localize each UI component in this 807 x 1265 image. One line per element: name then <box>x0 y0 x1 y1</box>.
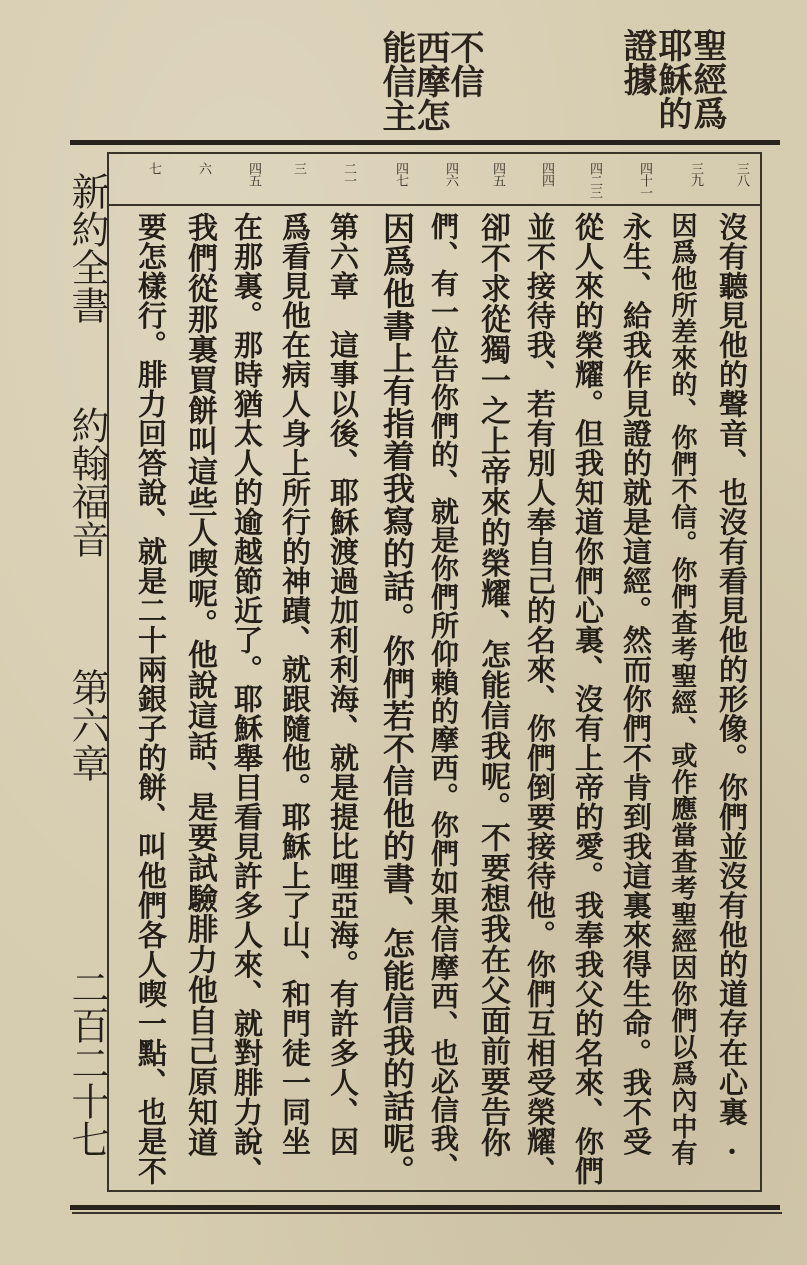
bottom-rule <box>72 1212 782 1214</box>
verse-number: 四四 <box>539 162 554 186</box>
text-column: 從人來的榮耀。但我知道你們心裏、沒有上帝的愛。我奉我父的名來、你們 <box>571 212 605 1186</box>
text-column: 要怎樣行。腓力回答說、就是二十兩銀子的餅、叫他們各人喫一點、也是不 <box>134 212 168 1186</box>
verse-number: 四二三 <box>587 162 602 198</box>
text-column: 因爲他所差來的、你們不信。你們查考聖經、或作應當查考聖經因你們以爲內中有 <box>667 212 697 1166</box>
verse-number: 七 <box>146 162 161 174</box>
text-column: 在那裏。那時猶太人的逾越節近了。耶穌舉目看見許多人來、就對腓力說、 <box>230 212 264 1186</box>
verse-number: 三八 <box>734 162 749 186</box>
text-column: 因爲他書上有指着我寫的話。你們若不信他的書、怎能信我的話呢。 <box>378 212 416 1187</box>
margin-heading-4: 不信 <box>444 30 484 98</box>
margin-heading-6: 能信主 <box>376 30 416 132</box>
text-column: 們、有一位告你們的、就是你們所仰賴的摩西。你們如果信摩西、也必信我、 <box>427 212 460 1181</box>
verse-number: 三 <box>291 162 306 174</box>
verse-number: 四七 <box>393 162 408 186</box>
verse-number: 二一 <box>341 162 356 186</box>
text-column: 我們從那裏買餅叫這些人喫呢。他說這話、是要試驗腓力他自己原知道 <box>182 212 217 1158</box>
margin-heading-2: 耶穌的 <box>652 28 692 130</box>
book-title: 新約全書 <box>65 172 109 324</box>
page-number: 二百二十七 <box>65 968 109 1158</box>
text-column: 沒有聽見他的聲音、也沒有看見他的形像。你們並沒有他的道存在心裏. <box>715 212 749 1161</box>
text-column: 卻不求從獨一之上帝來的榮耀、怎能信我呢。不要想我在父面前要告你 <box>475 212 510 1158</box>
margin-heading-5: 西摩怎 <box>410 30 450 132</box>
verse-number: 四五 <box>246 162 261 186</box>
text-column: 爲看見他在病人身上所行的神蹟、就跟隨他。耶穌上了山、和門徒一同坐 <box>278 212 312 1156</box>
text-column: 並不接待我、若有別人奉自己的名來、你們倒要接待他。你們互相受榮耀、 <box>523 212 557 1186</box>
verse-number: 四六 <box>443 162 458 186</box>
verse-number: 三九 <box>688 162 703 186</box>
text-column: 第六章 這事以後、耶穌渡過加利利海、就是提比哩亞海。有許多人、因 <box>326 212 360 1156</box>
gospel-title: 約翰福音 <box>65 406 109 558</box>
verse-number: 六 <box>196 162 211 174</box>
chapter-title: 第六章 <box>65 668 109 782</box>
margin-heading-3: 證據 <box>617 28 657 96</box>
verse-number: 四五 <box>490 162 505 186</box>
verse-number: 四十一 <box>637 162 652 198</box>
margin-heading-1: 聖經爲 <box>687 28 727 130</box>
text-column: 永生、給我作見證的就是這經。然而你們不肯到我這裏來得生命。我不受 <box>619 212 653 1156</box>
